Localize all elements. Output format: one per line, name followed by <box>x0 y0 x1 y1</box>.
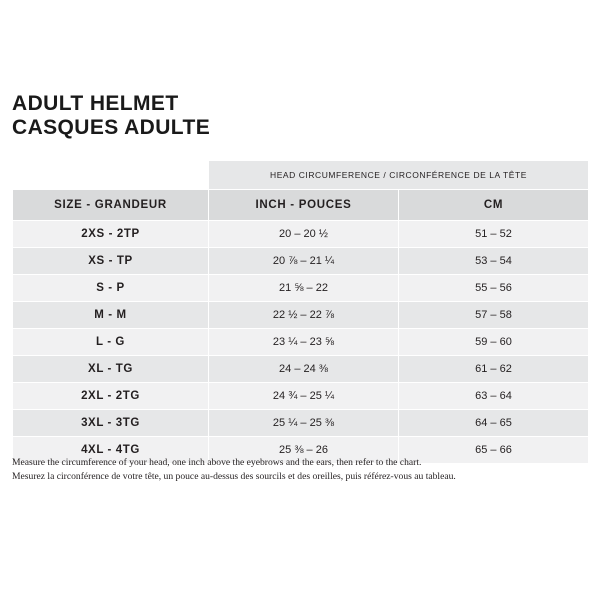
table-group-header-row <box>13 161 589 190</box>
measurement-instructions <box>12 456 588 484</box>
cell-cm: 57 – 58 <box>399 302 589 329</box>
cell-size: M - M <box>13 302 209 329</box>
cell-cm: 64 – 65 <box>399 410 589 437</box>
table-row <box>13 248 589 275</box>
table-row <box>13 275 589 302</box>
group-header-spacer <box>13 161 209 190</box>
cell-inch: 24 ¾ – 25 ¼ <box>209 383 399 410</box>
cell-inch: 21 ⅝ – 22 <box>209 275 399 302</box>
cell-inch: 23 ¼ – 23 ⅝ <box>209 329 399 356</box>
cell-cm: 55 – 56 <box>399 275 589 302</box>
column-header-cm: CM <box>399 190 589 221</box>
cell-cm: 59 – 60 <box>399 329 589 356</box>
title-english: ADULT HELMET <box>12 92 179 115</box>
page-title <box>12 92 210 140</box>
cell-size: 2XS - 2TP <box>13 221 209 248</box>
table-header-row <box>13 190 589 221</box>
cell-size: XL - TG <box>13 356 209 383</box>
note-french: Mesurez la circonférence de votre tête, un pouce au-dessus des sourcils et des oreilles, puis référez-vous au tableau. <box>12 471 456 482</box>
title-french: CASQUES ADULTE <box>12 116 211 139</box>
cell-cm: 63 – 64 <box>399 383 589 410</box>
cell-inch: 22 ½ – 22 ⅞ <box>209 302 399 329</box>
table-row <box>13 221 589 248</box>
cell-inch: 25 ¼ – 25 ⅜ <box>209 410 399 437</box>
cell-inch: 25 ⅜ – 26 <box>209 437 399 464</box>
table-row <box>13 356 589 383</box>
cell-inch: 20 – 20 ½ <box>209 221 399 248</box>
cell-size: XS - TP <box>13 248 209 275</box>
cell-cm: 65 – 66 <box>399 437 589 464</box>
cell-inch: 20 ⅞ – 21 ¼ <box>209 248 399 275</box>
cell-size: S - P <box>13 275 209 302</box>
cell-inch: 24 – 24 ⅜ <box>209 356 399 383</box>
cell-size: L - G <box>13 329 209 356</box>
table-row <box>13 410 589 437</box>
column-header-inch: INCH - POUCES <box>209 190 399 221</box>
cell-size: 2XL - 2TG <box>13 383 209 410</box>
table-row <box>13 383 589 410</box>
cell-cm: 61 – 62 <box>399 356 589 383</box>
table-row <box>13 329 589 356</box>
group-header-circumference: HEAD CIRCUMFERENCE / CIRCONFÉRENCE DE LA TÊTE <box>209 161 589 190</box>
cell-cm: 53 – 54 <box>399 248 589 275</box>
column-header-size: SIZE - GRANDEUR <box>13 190 209 221</box>
cell-size: 4XL - 4TG <box>13 437 209 464</box>
table-row <box>13 302 589 329</box>
size-chart-table <box>12 160 589 464</box>
note-english: Measure the circumference of your head, one inch above the eyebrows and the ears, then refer to the chart. <box>12 457 422 468</box>
cell-cm: 51 – 52 <box>399 221 589 248</box>
cell-size: 3XL - 3TG <box>13 410 209 437</box>
